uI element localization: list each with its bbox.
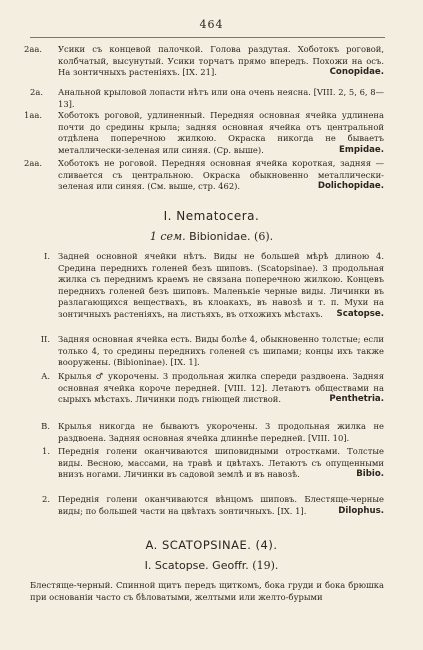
- couplet-text: [58, 421, 384, 444]
- couplet-text: [58, 44, 384, 79]
- couplet-body: Крылья никогда не бываютъ укорочены. 3 продольная жилка не раздвоена. Задняя основная ячейка длиннѣе передней. [VIII. 10].: [58, 421, 384, 443]
- couplet: [24, 446, 384, 481]
- couplet-text: [58, 494, 384, 517]
- genus-description: Блестяще-черный. Спинной щитъ передъ щиткомъ, бока груди и бока брюшка при основаніи часто съ бѣловатыми, желтыми или желто-бурыми: [30, 580, 384, 602]
- couplet-key: 2.: [42, 494, 50, 504]
- couplet-key: A.: [41, 371, 50, 381]
- couplet-body: Усики съ концевой палочкой. Голова раздутая. Хоботокъ роговой, колбчатый, высунутый. Усики торчатъ прямо впередъ. Похожи на осъ. На зонтичныхъ растеніяхъ. [IX. 21].: [58, 44, 384, 77]
- section-title: I. Nematocera.: [163, 209, 260, 223]
- taxon-name: Conopidae.: [329, 67, 384, 77]
- couplet-body: Крылья ♂ укорочены. 3 продольная жилка спереди раздвоена. Задняя основная ячейка короче передней. [VIII. 12]. Летаютъ обществами на сырыхъ мѣстахъ. Личинки подъ гніющей листвой.: [58, 371, 384, 404]
- header-rule: [30, 37, 385, 38]
- couplet: [24, 251, 384, 320]
- couplet-key: B.: [41, 421, 50, 431]
- couplet: [24, 110, 384, 156]
- genus-count: (19).: [252, 559, 279, 572]
- taxon-name: Empidae.: [339, 144, 384, 155]
- subfamily-heading: A. SCATOPSINAE. (4).: [145, 538, 278, 552]
- taxon-name: Scatopse.: [336, 308, 384, 319]
- couplet-key: I.: [44, 251, 50, 261]
- taxon-name: Penthetria.: [329, 394, 384, 404]
- couplet: [24, 44, 384, 79]
- couplet: [24, 87, 384, 110]
- family-heading: [0, 230, 423, 243]
- family-count: (6).: [254, 230, 274, 243]
- couplet-text: [58, 334, 384, 369]
- page-number: 464: [199, 18, 224, 31]
- couplet: [24, 158, 384, 193]
- couplet: [24, 421, 384, 444]
- couplet-key: 2aa.: [24, 158, 42, 168]
- couplet-key: 2aa.: [24, 44, 42, 54]
- taxon-name: Dilophus.: [338, 505, 384, 516]
- couplet-key: II.: [40, 334, 50, 344]
- couplet-body: Задняя основная ячейка есть. Виды болѣе 4, обыкновенно толстые; если только 4, то средины переднихъ голеней съ шипами; концы ихъ также вооружены. (Bibioninae). [IX. 1].: [58, 334, 384, 367]
- couplet-text: [58, 371, 384, 406]
- couplet-body: Хоботокъ не роговой. Передняя основная ячейка короткая, задняя — сливается съ центральною. Окраска обыкновенно металлически-зеленая или синяя. (См. выше, стр. 462).: [58, 158, 384, 191]
- couplet-text: [58, 446, 384, 481]
- couplet-key: 1aa.: [24, 110, 42, 120]
- genus-heading: [0, 559, 423, 572]
- couplet-text: [58, 87, 384, 110]
- couplet-body: Хоботокъ роговой, удлиненный. Передняя основная ячейка удлинена почти до средины крыла; задняя основная ячейка отъ центральной отдѣлена поперечною жилкою. Окраска никогда не бываетъ металлически-зеленая или синяя. (Ср. выше).: [58, 110, 384, 155]
- couplet-body: Переднія голени оканчиваются шиповидными отростками. Толстые виды. Весною, массами, на травѣ и цвѣтахъ. Летаютъ съ опущенными внизъ ногами. Личинки въ садовой землѣ и въ навозѣ.: [58, 446, 384, 479]
- genus-name: I. Scatopse.: [144, 559, 209, 572]
- couplet: [24, 334, 384, 369]
- couplet-key: 2a.: [30, 87, 43, 97]
- taxon-name: Dolichopidae.: [317, 181, 384, 191]
- couplet-text: [58, 251, 384, 320]
- family-name: Bibionidae.: [189, 230, 251, 243]
- couplet: [24, 371, 384, 406]
- couplet-body: Переднія голени оканчиваются вѣнцомъ шиповъ. Блестяще-черные виды; по большей части на цвѣтахъ зонтичныхъ. [IX. 1].: [58, 494, 384, 516]
- couplet-text: [58, 110, 384, 156]
- couplet-body: Анальной крыловой лопасти нѣтъ или она очень неясна. [VIII. 2, 5, 6, 8—13].: [58, 87, 384, 109]
- family-prefix: 1 сем.: [149, 230, 186, 243]
- couplet-key: 1.: [42, 446, 50, 456]
- couplet-body: Задней основной ячейки нѣтъ. Виды не большей мѣрѣ длиною 4. Средина переднихъ голеней безъ шиповъ. (Scatopsinae). 3 продольная жилка съ переднимъ краемъ не связана поперечною жилкою. Концевъ переднихъ голеней безъ шиповъ. Маленькіе черные виды. Личинки въ разлагающихся веществахъ, въ клоакахъ, въ навозѣ и т. п. Мухи на зонтичныхъ растеніяхъ, на листьяхъ, въ отхожихъ мѣстахъ.: [58, 251, 384, 319]
- taxon-name: Bibio.: [356, 469, 384, 479]
- genus-author: Geoffr.: [212, 559, 249, 572]
- couplet-text: [58, 158, 384, 193]
- couplet: [24, 494, 384, 517]
